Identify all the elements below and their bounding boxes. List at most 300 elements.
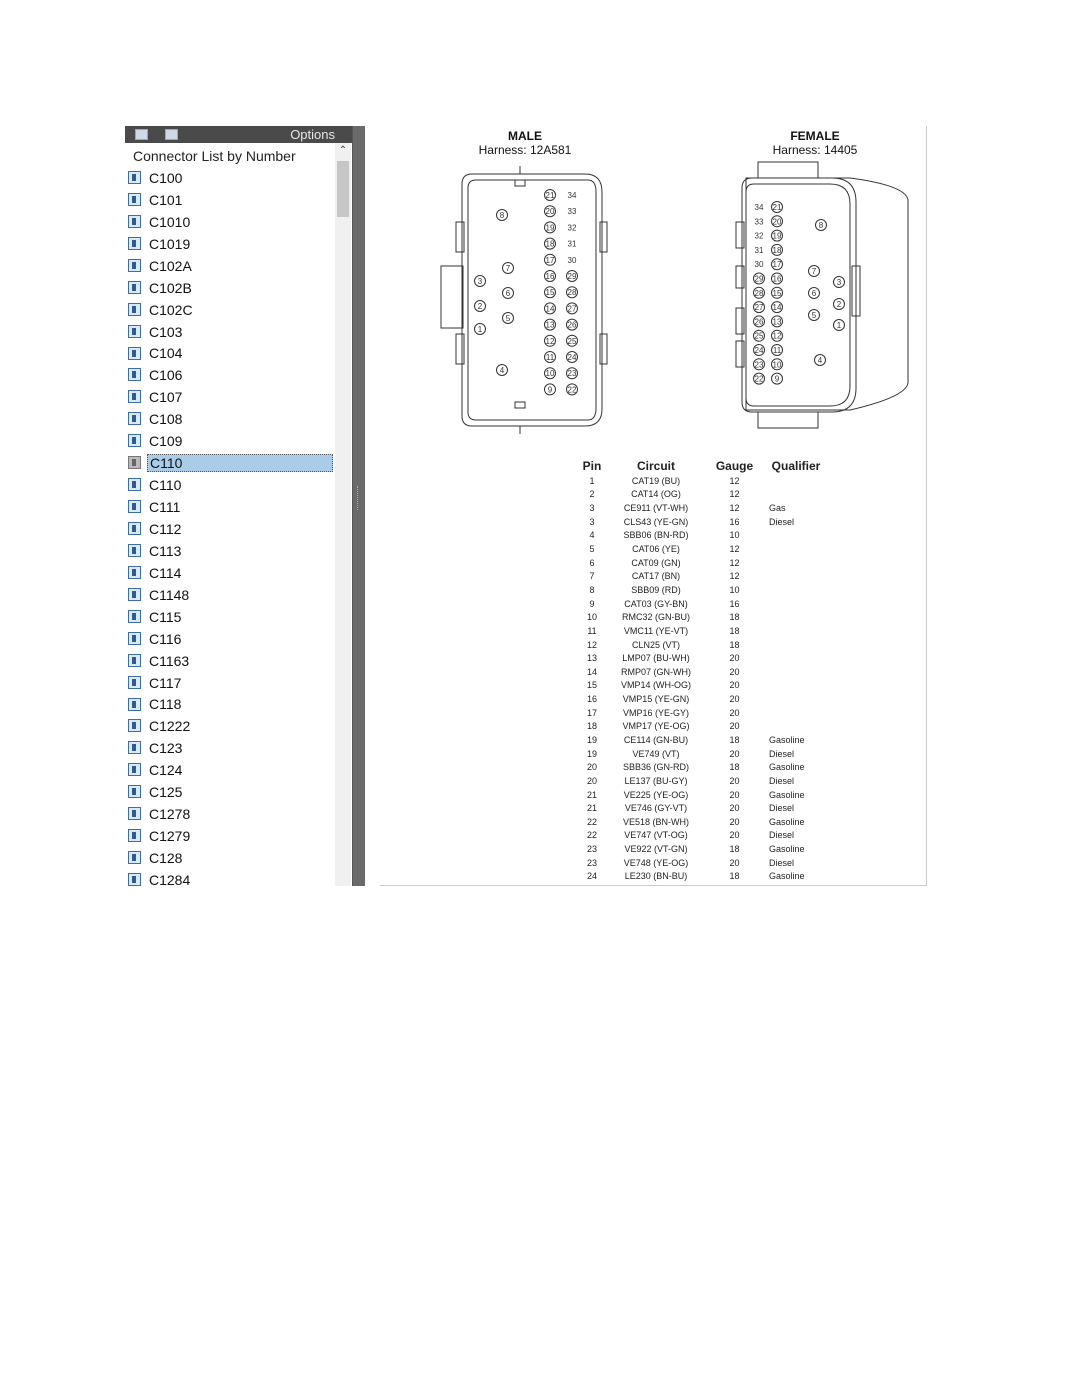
pin-number: 2 bbox=[477, 302, 483, 311]
circuit-cell: VE749 (VT) bbox=[632, 748, 680, 759]
gauge-cell: 12 bbox=[729, 557, 740, 568]
pinout-table bbox=[578, 458, 829, 883]
connector-doc-icon bbox=[128, 873, 141, 886]
connector-id: C128 bbox=[149, 850, 183, 867]
pin bbox=[772, 359, 783, 370]
gauge-cell: 12 bbox=[729, 489, 740, 500]
pin-number: 34 bbox=[567, 191, 577, 200]
pin-cell: 19 bbox=[586, 734, 597, 745]
qualifier-cell: Gasoline bbox=[769, 816, 805, 827]
circuit-cell: VE746 (GY-VT) bbox=[624, 803, 688, 814]
pin bbox=[545, 238, 556, 249]
connector-id: C1284 bbox=[149, 871, 191, 886]
circuit-cell: LE230 (BN-BU) bbox=[624, 871, 688, 882]
table-row bbox=[578, 856, 829, 870]
pin-number: 1 bbox=[477, 325, 483, 334]
connector-list-item[interactable] bbox=[125, 364, 335, 386]
scroll-up-icon[interactable]: ⌃ bbox=[338, 145, 348, 156]
pin bbox=[567, 352, 578, 363]
table-row bbox=[578, 706, 829, 720]
pin bbox=[567, 384, 578, 395]
pin bbox=[754, 373, 765, 384]
pin-number: 24 bbox=[754, 346, 764, 355]
qualifier-cell bbox=[763, 692, 829, 706]
table-row bbox=[578, 692, 829, 706]
pin-number: 23 bbox=[567, 369, 577, 379]
connector-list-item[interactable] bbox=[125, 715, 335, 737]
pin-cell: 21 bbox=[586, 789, 597, 800]
qualifier-cell bbox=[763, 529, 829, 543]
pin bbox=[755, 232, 764, 241]
splitter-grip[interactable] bbox=[357, 486, 361, 510]
connector-id: C110 bbox=[147, 454, 333, 472]
circuit-cell: VMC11 (YE-VT) bbox=[623, 625, 689, 636]
connector-doc-icon bbox=[128, 390, 141, 403]
pin bbox=[755, 260, 764, 269]
gauge-cell: 20 bbox=[729, 666, 740, 677]
pin-cell: 8 bbox=[589, 584, 595, 595]
pin bbox=[545, 271, 556, 282]
pin bbox=[772, 216, 783, 227]
connector-list-item[interactable] bbox=[125, 408, 335, 430]
connector-doc-icon bbox=[128, 347, 141, 360]
pin bbox=[772, 345, 783, 356]
pin bbox=[772, 259, 783, 270]
qualifier-cell bbox=[763, 488, 829, 502]
pin bbox=[772, 302, 783, 313]
connector-pins bbox=[475, 190, 845, 395]
connector-id: C108 bbox=[149, 411, 183, 428]
connector-id: C102A bbox=[149, 257, 192, 274]
connector-doc-icon bbox=[128, 368, 141, 381]
pin-cell: 24 bbox=[586, 871, 597, 882]
circuit-cell: VE748 (YE-OG) bbox=[623, 857, 689, 868]
header-circuit: Circuit bbox=[636, 459, 675, 473]
connector-doc-icon bbox=[128, 193, 141, 206]
connector-id: C113 bbox=[149, 542, 182, 559]
connector-list-item[interactable] bbox=[125, 540, 335, 562]
pin bbox=[567, 271, 578, 282]
gauge-cell: 20 bbox=[729, 775, 740, 786]
connector-doc-icon bbox=[128, 456, 141, 469]
table-row bbox=[578, 556, 829, 570]
connector-id: C1019 bbox=[149, 235, 191, 252]
qualifier-cell bbox=[763, 569, 829, 583]
pin bbox=[568, 207, 577, 216]
circuit-cell: VMP17 (YE-OG) bbox=[622, 721, 690, 732]
pin-number: 32 bbox=[567, 223, 577, 233]
connector-id: C101 bbox=[149, 191, 183, 208]
pin-cell: 3 bbox=[589, 503, 595, 514]
connector-doc-icon bbox=[128, 610, 141, 623]
pin-number: 10 bbox=[545, 369, 555, 379]
connector-doc-icon bbox=[128, 676, 141, 689]
gauge-cell: 20 bbox=[729, 857, 740, 868]
connector-doc-icon bbox=[128, 303, 141, 316]
circuit-cell: VE747 (VT-OG) bbox=[624, 830, 688, 841]
connector-doc-icon bbox=[128, 478, 141, 491]
pin-number: 33 bbox=[754, 217, 764, 227]
pin bbox=[834, 320, 845, 331]
table-row bbox=[578, 624, 829, 638]
qualifier-cell bbox=[763, 474, 829, 488]
connector-id: C102B bbox=[149, 279, 192, 296]
gauge-cell: 20 bbox=[729, 721, 740, 732]
pin-cell: 17 bbox=[586, 707, 597, 718]
gauge-cell: 12 bbox=[729, 544, 740, 555]
connector-list-item[interactable] bbox=[125, 584, 335, 606]
connector-list-item[interactable] bbox=[125, 650, 335, 672]
connector-list-item[interactable] bbox=[125, 759, 335, 781]
connector-doc-icon bbox=[128, 171, 141, 184]
circuit-cell: VE225 (YE-OG) bbox=[623, 789, 689, 800]
table-row bbox=[578, 801, 829, 815]
pin-number: 13 bbox=[772, 317, 782, 327]
pin-number: 29 bbox=[754, 274, 764, 284]
pin bbox=[772, 202, 783, 213]
pin-number: 26 bbox=[567, 320, 577, 330]
pin-cell: 13 bbox=[586, 653, 597, 664]
qualifier-cell bbox=[763, 679, 829, 693]
table-row bbox=[578, 720, 829, 734]
pin-number: 7 bbox=[811, 267, 817, 276]
header-pin: Pin bbox=[582, 459, 602, 473]
gauge-cell: 18 bbox=[729, 844, 740, 855]
connector-list-item[interactable] bbox=[125, 496, 335, 518]
pin-number: 21 bbox=[772, 203, 782, 212]
connector-list-item[interactable] bbox=[125, 167, 335, 189]
connector-id: C123 bbox=[149, 740, 183, 757]
pin bbox=[754, 330, 765, 341]
pin-number: 17 bbox=[545, 255, 555, 265]
connector-face-diagrams bbox=[380, 126, 926, 436]
connector-list-item[interactable] bbox=[125, 781, 335, 803]
connector-list-item[interactable] bbox=[125, 869, 335, 886]
gauge-cell: 20 bbox=[729, 694, 740, 705]
pin-number: 4 bbox=[817, 356, 823, 365]
connector-id: C107 bbox=[149, 389, 183, 406]
connector-doc-icon bbox=[128, 215, 141, 228]
connector-list-item[interactable] bbox=[125, 825, 335, 847]
pin-number: 19 bbox=[772, 231, 782, 241]
pin bbox=[754, 316, 765, 327]
pin-number: 24 bbox=[567, 353, 577, 362]
connector-list-item[interactable] bbox=[125, 343, 335, 365]
pin bbox=[568, 191, 577, 200]
gauge-cell: 16 bbox=[729, 516, 740, 527]
pin-number: 22 bbox=[754, 374, 764, 384]
circuit-cell: VE922 (VT-GN) bbox=[624, 844, 688, 855]
table-row bbox=[578, 774, 829, 788]
connector-list-item[interactable] bbox=[125, 386, 335, 408]
pin-number: 12 bbox=[772, 331, 782, 341]
circuit-cell: CLS43 (YE-GN) bbox=[623, 516, 689, 527]
gauge-cell: 20 bbox=[729, 803, 740, 814]
pin-number: 17 bbox=[772, 260, 782, 270]
options-button[interactable]: Options bbox=[290, 127, 335, 142]
connector-list-item[interactable] bbox=[125, 321, 335, 343]
connector-list-item[interactable] bbox=[125, 452, 335, 474]
connector-id: C1222 bbox=[149, 718, 191, 735]
circuit-cell: CAT17 (BN) bbox=[631, 571, 681, 582]
connector-id: C1148 bbox=[149, 586, 190, 603]
pin bbox=[475, 324, 486, 335]
gauge-cell: 18 bbox=[729, 625, 740, 636]
gauge-cell: 20 bbox=[729, 653, 740, 664]
pin-number: 3 bbox=[836, 278, 842, 287]
pin bbox=[754, 302, 765, 313]
connector-id: C111 bbox=[149, 499, 181, 516]
pin-cell: 18 bbox=[586, 721, 597, 732]
connector-doc-icon bbox=[128, 588, 141, 601]
connector-list-item[interactable] bbox=[125, 628, 335, 650]
pin bbox=[834, 277, 845, 288]
pin bbox=[816, 220, 827, 231]
pin-number: 22 bbox=[567, 385, 577, 395]
pin-number: 8 bbox=[499, 211, 505, 220]
pin bbox=[545, 368, 556, 379]
circuit-cell: CAT03 (GY-BN) bbox=[624, 598, 688, 609]
pin bbox=[772, 273, 783, 284]
connector-doc-icon bbox=[128, 259, 141, 272]
pin-cell: 22 bbox=[586, 816, 597, 827]
pin-number: 18 bbox=[772, 245, 782, 255]
gauge-cell: 20 bbox=[729, 680, 740, 691]
table-row bbox=[578, 597, 829, 611]
pane-splitter[interactable] bbox=[352, 126, 365, 886]
table-row bbox=[578, 638, 829, 652]
connector-list-item[interactable] bbox=[125, 299, 335, 321]
pin-cell: 6 bbox=[589, 557, 595, 568]
pin-number: 4 bbox=[499, 366, 505, 375]
connector-doc-icon bbox=[128, 412, 141, 425]
circuit-cell: VMP15 (YE-GN) bbox=[622, 694, 690, 705]
connector-list-item[interactable] bbox=[125, 694, 335, 716]
circuit-cell: RMP07 (GN-WH) bbox=[621, 666, 691, 677]
connector-id: C115 bbox=[149, 608, 182, 625]
connector-list-item[interactable] bbox=[125, 518, 335, 540]
pin bbox=[754, 273, 765, 284]
circuit-cell: LE137 (BU-GY) bbox=[624, 775, 688, 786]
pin-cell: 9 bbox=[589, 598, 595, 609]
connector-list-item[interactable] bbox=[125, 189, 335, 211]
pin bbox=[772, 230, 783, 241]
circuit-cell: CAT06 (YE) bbox=[632, 544, 680, 555]
connector-list-item[interactable] bbox=[125, 211, 335, 233]
male-harness: Harness: 12A581 bbox=[478, 143, 572, 157]
connector-list-item[interactable] bbox=[125, 847, 335, 869]
connector-list bbox=[125, 167, 335, 886]
pin-cell: 1 bbox=[589, 475, 595, 486]
table-row bbox=[578, 529, 829, 543]
connector-list-item[interactable] bbox=[125, 737, 335, 759]
table-row bbox=[578, 747, 829, 761]
connector-id: C104 bbox=[149, 345, 183, 362]
connector-list-item[interactable] bbox=[125, 255, 335, 277]
pin bbox=[834, 299, 845, 310]
pin-number: 27 bbox=[567, 304, 577, 314]
pin bbox=[475, 276, 486, 287]
connector-list-item[interactable] bbox=[125, 277, 335, 299]
pin-number: 34 bbox=[754, 203, 764, 212]
qualifier-cell bbox=[763, 720, 829, 734]
table-row bbox=[578, 679, 829, 693]
pin bbox=[545, 254, 556, 265]
pin bbox=[772, 330, 783, 341]
pin bbox=[545, 303, 556, 314]
pin-number: 15 bbox=[772, 288, 782, 298]
pin bbox=[545, 287, 556, 298]
pin-cell: 19 bbox=[586, 748, 597, 759]
connector-doc-icon bbox=[128, 566, 141, 579]
pin-number: 31 bbox=[754, 245, 764, 255]
pin-number: 14 bbox=[545, 304, 555, 314]
table-row bbox=[578, 760, 829, 774]
pin-number: 3 bbox=[477, 277, 483, 286]
pin-number: 30 bbox=[754, 260, 764, 270]
qualifier-cell: Diesel bbox=[769, 803, 795, 814]
gauge-cell: 20 bbox=[729, 707, 740, 718]
circuit-cell: SBB36 (GN-RD) bbox=[622, 762, 689, 773]
connector-list-item[interactable] bbox=[125, 606, 335, 628]
qualifier-cell bbox=[763, 665, 829, 679]
qualifier-cell bbox=[763, 706, 829, 720]
pin bbox=[545, 384, 556, 395]
pin bbox=[754, 345, 765, 356]
pin-number: 14 bbox=[772, 303, 782, 313]
circuit-cell: RMC32 (GN-BU) bbox=[621, 612, 690, 623]
document-icon[interactable] bbox=[135, 129, 148, 140]
table-row bbox=[578, 501, 829, 515]
connector-doc-icon bbox=[128, 829, 141, 842]
document-icon[interactable] bbox=[165, 129, 178, 140]
pin-number: 30 bbox=[567, 255, 577, 265]
pin-number: 28 bbox=[754, 288, 764, 298]
connector-doc-icon bbox=[128, 632, 141, 645]
connector-doc-icon bbox=[128, 237, 141, 250]
pin bbox=[545, 352, 556, 363]
table-row bbox=[578, 788, 829, 802]
pin-number: 11 bbox=[772, 346, 782, 355]
connector-doc-icon bbox=[128, 698, 141, 711]
pin bbox=[545, 190, 556, 201]
table-row bbox=[578, 569, 829, 583]
connector-id: C103 bbox=[149, 323, 183, 340]
list-scrollbar[interactable] bbox=[335, 143, 351, 886]
table-row bbox=[578, 815, 829, 829]
pin-number: 10 bbox=[772, 360, 782, 370]
qualifier-cell: Diesel bbox=[769, 775, 795, 786]
pin bbox=[754, 359, 765, 370]
table-row bbox=[578, 515, 829, 529]
qualifier-cell bbox=[763, 651, 829, 665]
qualifier-cell: Gasoline bbox=[769, 734, 805, 745]
table-row bbox=[578, 870, 829, 884]
pin bbox=[567, 319, 578, 330]
connector-doc-icon bbox=[128, 807, 141, 820]
connector-doc-icon bbox=[128, 763, 141, 776]
circuit-cell: SBB06 (BN-RD) bbox=[623, 530, 689, 541]
panel-toolbar bbox=[125, 126, 353, 143]
pin-number: 29 bbox=[567, 272, 577, 281]
connector-detail-view bbox=[380, 126, 927, 886]
table-row bbox=[578, 474, 829, 488]
pin-number: 9 bbox=[774, 374, 780, 384]
connector-list-item[interactable] bbox=[125, 562, 335, 584]
connector-id: C124 bbox=[149, 762, 183, 779]
connector-list-item[interactable] bbox=[125, 233, 335, 255]
gauge-cell: 10 bbox=[729, 584, 740, 595]
pin-cell: 22 bbox=[586, 830, 597, 841]
gauge-cell: 12 bbox=[729, 571, 740, 582]
pin bbox=[815, 355, 826, 366]
pin-number: 15 bbox=[545, 288, 555, 298]
pin bbox=[755, 246, 764, 255]
pin bbox=[567, 335, 578, 346]
circuit-cell: CE911 (VT-WH) bbox=[623, 503, 689, 514]
qualifier-cell bbox=[763, 638, 829, 652]
connector-doc-icon bbox=[128, 522, 141, 535]
connector-list-item[interactable] bbox=[125, 672, 335, 694]
gauge-cell: 20 bbox=[729, 789, 740, 800]
connector-id: C114 bbox=[149, 564, 182, 581]
gauge-cell: 16 bbox=[729, 598, 740, 609]
pin bbox=[567, 368, 578, 379]
circuit-cell: VMP14 (WH-OG) bbox=[620, 680, 691, 691]
circuit-cell: SBB09 (RD) bbox=[631, 584, 681, 595]
qualifier-cell: Gasoline bbox=[769, 789, 805, 800]
qualifier-cell: Gas bbox=[769, 503, 786, 514]
pin-cell: 11 bbox=[587, 625, 597, 636]
pin-cell: 7 bbox=[589, 571, 595, 582]
connector-id: C125 bbox=[149, 784, 183, 801]
table-row bbox=[578, 842, 829, 856]
connector-id: C116 bbox=[149, 630, 182, 647]
pin bbox=[772, 287, 783, 298]
pin bbox=[772, 373, 783, 384]
pin-cell: 14 bbox=[586, 666, 597, 677]
qualifier-cell: Gasoline bbox=[769, 844, 805, 855]
gauge-cell: 10 bbox=[729, 530, 740, 541]
pin-cell: 10 bbox=[586, 612, 597, 623]
list-title: Connector List by Number bbox=[133, 148, 296, 164]
pin-number: 26 bbox=[754, 317, 764, 327]
pin bbox=[545, 206, 556, 217]
qualifier-cell bbox=[763, 583, 829, 597]
gauge-cell: 20 bbox=[729, 830, 740, 841]
connector-list-item[interactable] bbox=[125, 430, 335, 452]
table-header-row bbox=[578, 458, 829, 474]
qualifier-cell: Gasoline bbox=[769, 762, 805, 773]
connector-list-item[interactable] bbox=[125, 474, 335, 496]
pin bbox=[503, 288, 514, 299]
gauge-cell: 18 bbox=[729, 734, 740, 745]
connector-id: C1163 bbox=[149, 652, 190, 669]
pin-number: 23 bbox=[754, 360, 764, 370]
qualifier-cell: Diesel bbox=[769, 830, 795, 841]
qualifier-cell bbox=[763, 597, 829, 611]
scrollbar-thumb[interactable] bbox=[337, 161, 349, 217]
circuit-cell: CE114 (GN-BU) bbox=[623, 734, 689, 745]
pin-number: 5 bbox=[811, 311, 817, 320]
circuit-cell: CAT14 (OG) bbox=[631, 489, 681, 500]
pin-number: 21 bbox=[545, 191, 555, 200]
pin-number: 11 bbox=[545, 353, 555, 362]
circuit-cell: CAT09 (GN) bbox=[631, 557, 681, 568]
pin bbox=[809, 266, 820, 277]
circuit-cell: CAT19 (BU) bbox=[631, 475, 681, 486]
connector-list-item[interactable] bbox=[125, 803, 335, 825]
